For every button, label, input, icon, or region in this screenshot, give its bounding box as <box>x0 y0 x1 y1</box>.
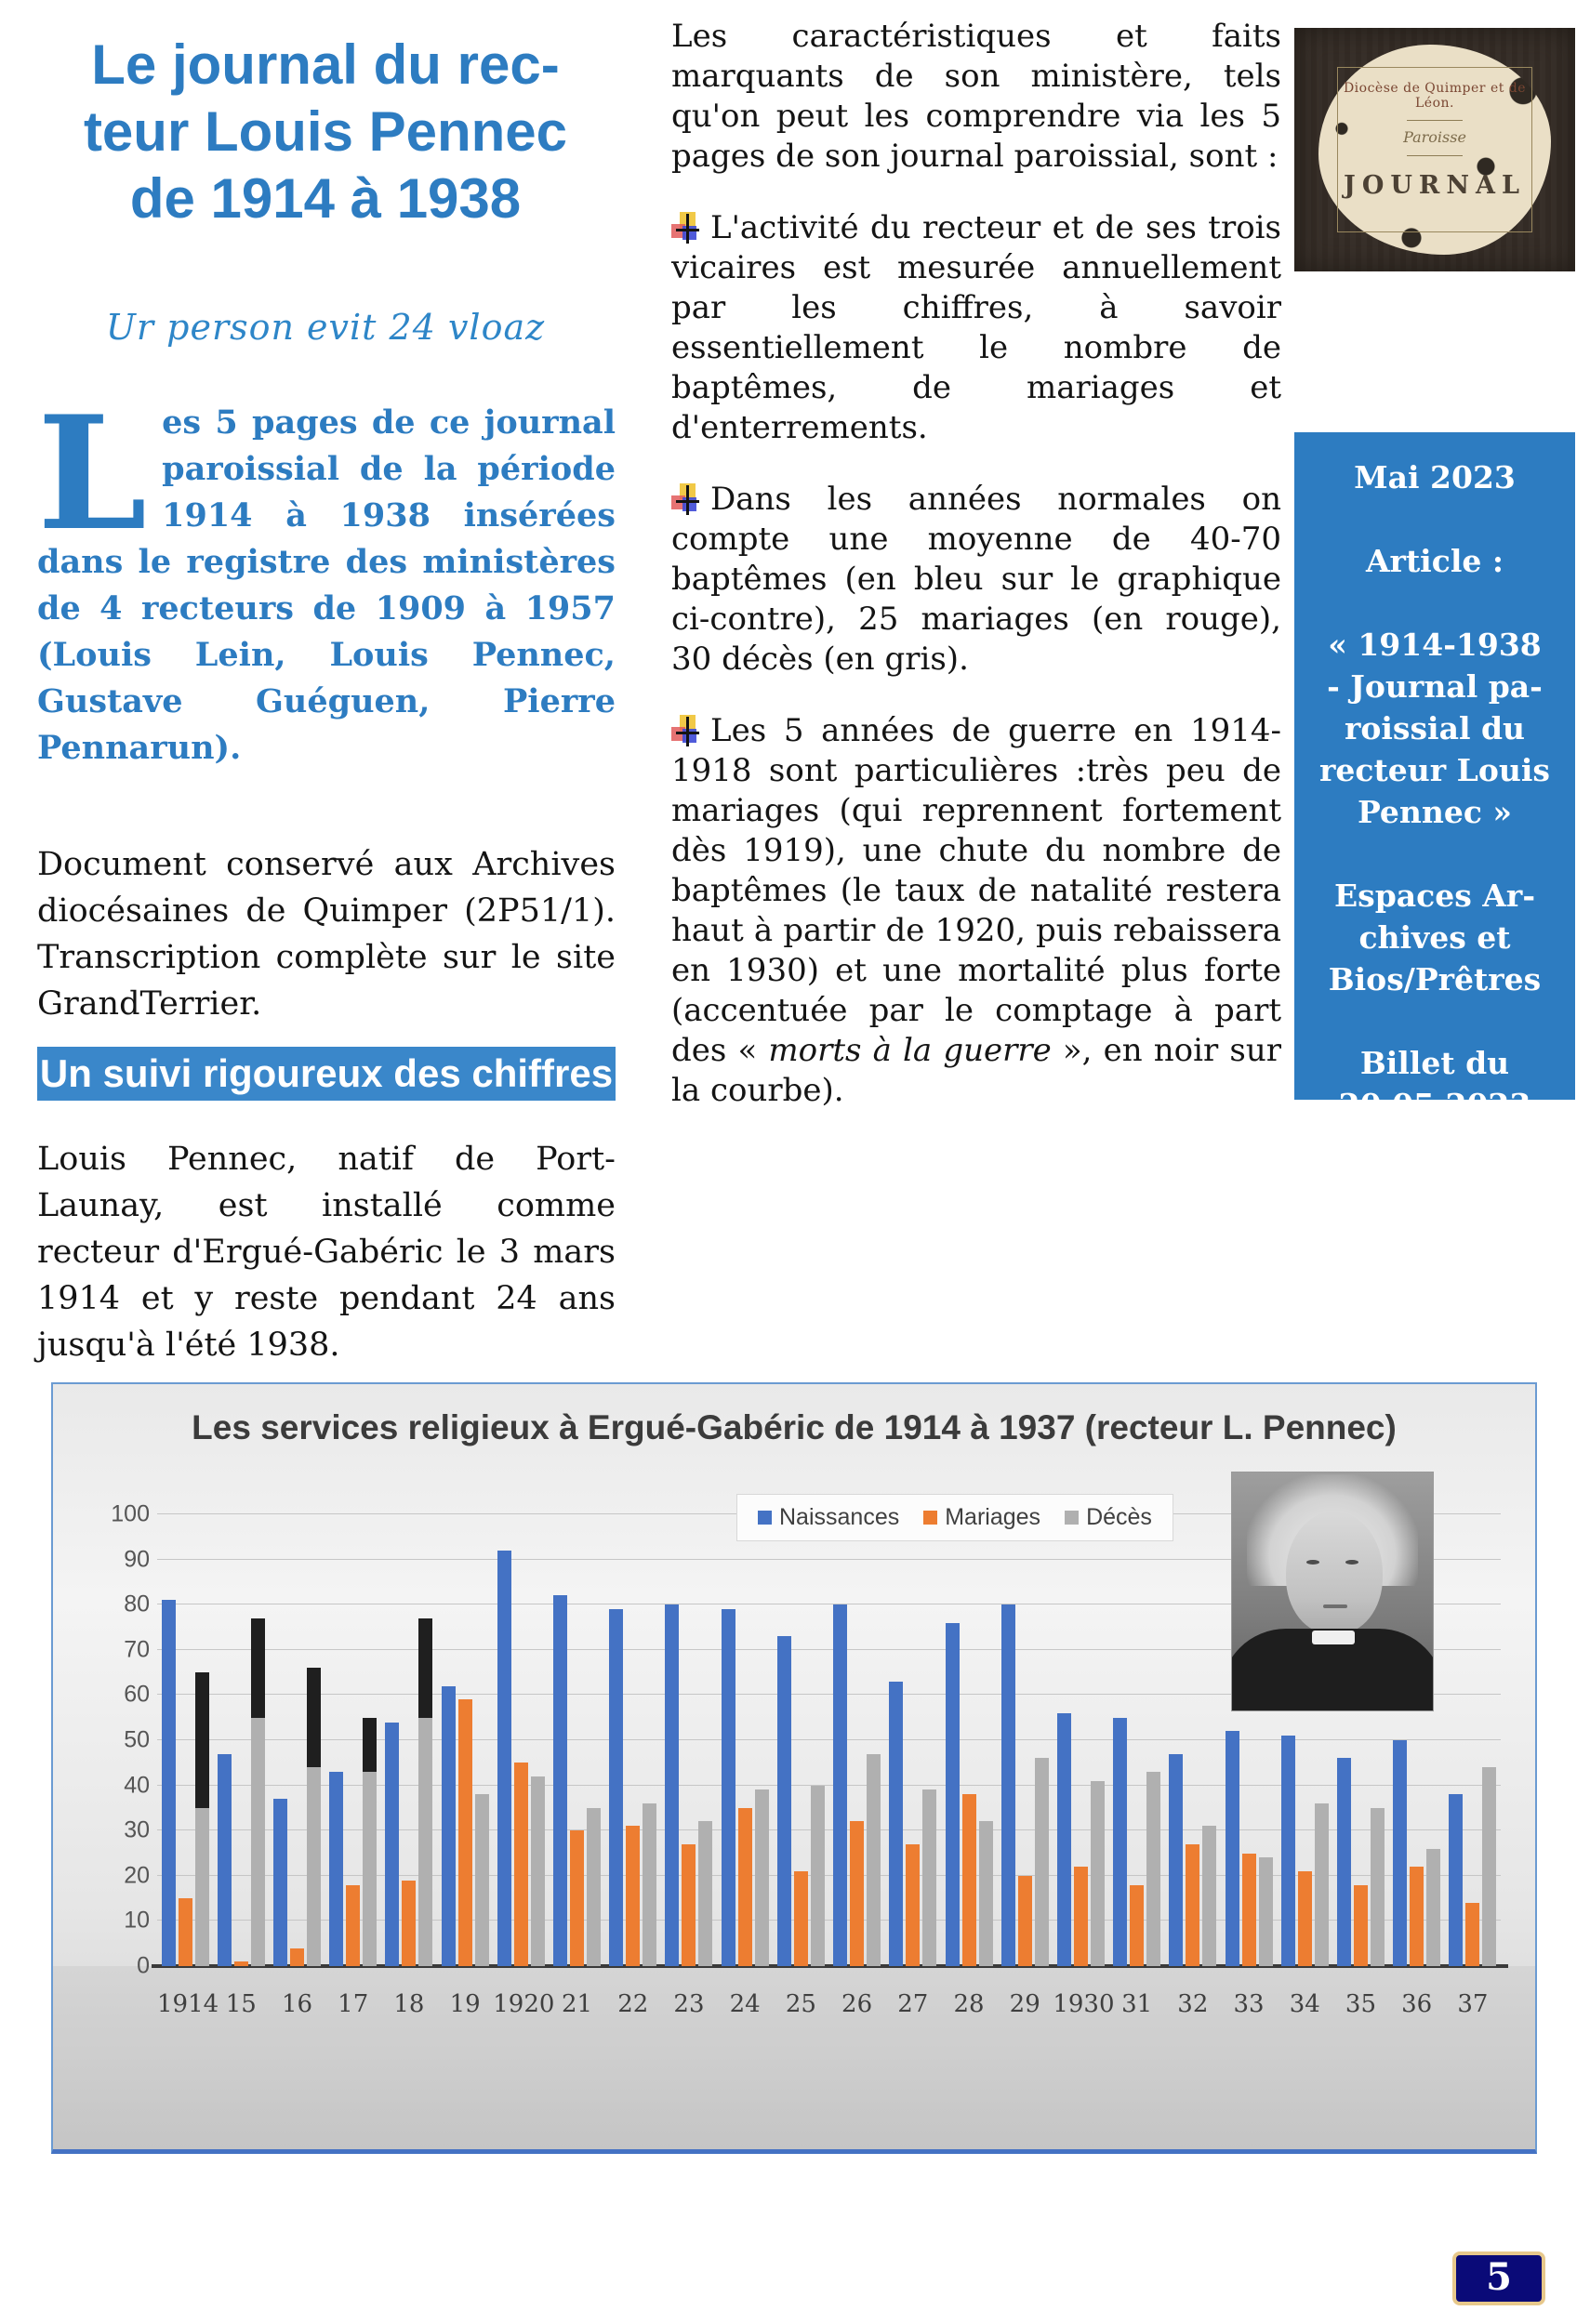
sidebar-box-paragraph <box>1294 456 1575 498</box>
bar-naissances <box>889 1682 903 1966</box>
bar-group <box>1445 1514 1501 1966</box>
title-line-2: teur Louis Pennec <box>83 100 568 163</box>
bar-mariages <box>1130 1885 1144 1966</box>
bar-group <box>437 1514 493 1966</box>
bar-group <box>1109 1514 1165 1966</box>
sidebar-box-paragraph <box>1294 1042 1575 1126</box>
bar-mariages <box>179 1898 192 1966</box>
bar-mariages <box>458 1699 472 1966</box>
y-tick-label: 90 <box>124 1546 150 1573</box>
y-tick-label: 20 <box>124 1862 150 1889</box>
journal-diocese-line: Diocèse de Quimper et de Léon. <box>1343 81 1527 111</box>
bar-mariages <box>290 1948 304 1966</box>
sidebar-box-line: roissial du <box>1344 710 1526 746</box>
legend-label: Naissances <box>779 1504 900 1530</box>
bullet-text-3-post: », en noir sur la courbe). <box>671 1032 1281 1109</box>
bar-décès <box>922 1789 936 1966</box>
bar-naissances <box>1001 1604 1015 1966</box>
bullet-text-1: L'activité du recteur et de ses trois vicaires est mesurée annuellement par les chiffres, à savoir essentiellement le nombre de baptêmes, de mariages et d'enterrements. <box>671 209 1281 446</box>
x-tick-label: 18 <box>393 1990 425 2018</box>
bar-naissances <box>1449 1794 1463 1966</box>
x-tick-label: 36 <box>1401 1990 1433 2018</box>
bar-group <box>157 1514 213 1966</box>
middle-column <box>671 17 1281 1142</box>
bar-décès <box>307 1767 321 1966</box>
bullet-item-1 <box>671 208 1281 448</box>
journal-rule <box>1407 120 1463 121</box>
legend-swatch <box>758 1511 772 1525</box>
bar-group <box>549 1514 604 1966</box>
x-tick-label: 23 <box>673 1990 705 2018</box>
bar-mariages <box>682 1844 696 1966</box>
x-tick-label: 34 <box>1289 1990 1320 2018</box>
bar-group <box>885 1514 941 1966</box>
legend-label: Décès <box>1086 1504 1152 1530</box>
x-tick-label: 15 <box>225 1990 257 2018</box>
bar-naissances <box>162 1600 176 1966</box>
bar-group <box>381 1514 437 1966</box>
bar-naissances <box>1337 1758 1351 1966</box>
left-paragraph-2: Louis Pennec, natif de Port-Launay, est installé comme recteur d'Ergué-Gabéric le 3 mars 1914 et y reste pendant 24 ans jusqu'à l'été 1938. <box>37 1141 616 1364</box>
x-tick-label: 32 <box>1177 1990 1209 2018</box>
journal-title-label: JOURNAL <box>1344 171 1526 200</box>
chart-title: Les services religieux à Ergué-Gabéric de 1914 à 1937 (recteur L. Pennec) <box>192 1408 1397 1446</box>
bar-naissances <box>1281 1736 1295 1966</box>
bar-morts-guerre <box>363 1718 377 1772</box>
sidebar-box-paragraph <box>1294 875 1575 1000</box>
bar-group <box>773 1514 828 1966</box>
bar-mariages <box>1410 1867 1424 1966</box>
bar-décès <box>867 1754 881 1966</box>
bar-group <box>997 1514 1053 1966</box>
bar-décès <box>979 1821 993 1966</box>
bar-naissances <box>665 1604 679 1966</box>
bar-mariages <box>570 1830 584 1966</box>
x-tick-label: 37 <box>1457 1990 1489 2018</box>
bar-morts-guerre <box>251 1618 265 1718</box>
bar-group <box>1053 1514 1108 1966</box>
bar-décès <box>195 1808 209 1966</box>
intro-paragraph <box>37 381 616 772</box>
sidebar-box-line: 20.05.2023 <box>1338 1087 1531 1123</box>
bar-group <box>1165 1514 1221 1966</box>
bar-décès <box>1202 1826 1216 1966</box>
bar-naissances <box>609 1609 623 1966</box>
bar-naissances <box>273 1799 287 1966</box>
bar-mariages <box>962 1794 976 1966</box>
y-tick-label: 10 <box>124 1907 150 1934</box>
x-tick-label: 1930 <box>1053 1990 1115 2018</box>
bar-mariages <box>626 1826 640 1966</box>
bar-mariages <box>1074 1867 1088 1966</box>
sidebar-box-line: « 1914-1938 <box>1328 627 1542 663</box>
bar-décès <box>1482 1767 1496 1966</box>
bullet-text-3-italic: morts à la guerre <box>768 1032 1052 1069</box>
bar-décès <box>251 1718 265 1966</box>
legend-swatch <box>1065 1511 1079 1525</box>
bar-mariages <box>514 1763 528 1966</box>
title-line-3: de 1914 à 1938 <box>129 167 522 230</box>
legend-item-naissances <box>758 1504 899 1531</box>
bullet-text-3-pre: Les 5 années de guerre en 1914-1918 sont particulières :très peu de mariages (qui reprennent fortement dès 1919), une chute du nombre de baptêmes (le taux de natalité restera haut à partir de 1920, puis rebaissera en 1930) et une mortalité plus forte (accentuée par le comptage à part des « <box>671 712 1281 1069</box>
x-tick-label: 27 <box>897 1990 929 2018</box>
x-tick-label: 1920 <box>493 1990 555 2018</box>
bar-morts-guerre <box>418 1618 432 1718</box>
bar-group <box>661 1514 717 1966</box>
x-tick-label: 21 <box>562 1990 593 2018</box>
bar-naissances <box>385 1723 399 1966</box>
bar-mariages <box>234 1961 248 1966</box>
bar-décès <box>698 1821 712 1966</box>
sidebar-article-box <box>1294 432 1575 1123</box>
rector-portrait-photo <box>1232 1472 1433 1710</box>
middle-paragraph-intro: Les caractéristiques et faits marquants de son ministère, tels qu'on peut les comprendre via les 5 pages de son journal paroissial, sont : <box>671 18 1281 175</box>
journal-paroisse-line: Paroisse <box>1403 128 1466 146</box>
bar-décès <box>811 1786 825 1966</box>
bar-décès <box>643 1803 656 1966</box>
sidebar-box-line: Mai 2023 <box>1354 459 1516 495</box>
bar-naissances <box>1057 1713 1071 1966</box>
y-tick-label: 100 <box>111 1500 150 1527</box>
bar-morts-guerre <box>195 1672 209 1808</box>
section-heading: Un suivi rigoureux des chiffres <box>37 1047 616 1101</box>
bar-group <box>213 1514 269 1966</box>
bar-mariages <box>346 1885 360 1966</box>
bar-group <box>325 1514 381 1966</box>
bar-group <box>941 1514 997 1966</box>
bar-naissances <box>1113 1718 1127 1966</box>
bar-mariages <box>1354 1885 1368 1966</box>
sidebar-box-paragraph <box>1294 624 1575 833</box>
bar-décès <box>755 1789 769 1966</box>
portrait-eye <box>1345 1560 1358 1565</box>
legend-item-mariages <box>923 1504 1040 1531</box>
x-tick-label: 16 <box>281 1990 313 2018</box>
x-tick-label: 22 <box>617 1990 649 2018</box>
y-tick-label: 0 <box>137 1952 150 1979</box>
bar-naissances <box>218 1754 232 1966</box>
x-tick-label: 35 <box>1345 1990 1377 2018</box>
document-paragraph: Document conservé aux Archives diocésaines de Quimper (2P51/1). Transcription complète sur le site GrandTerrier. <box>37 846 616 1023</box>
bar-décès <box>1426 1849 1440 1966</box>
bar-décès <box>475 1794 489 1966</box>
bar-décès <box>531 1776 545 1966</box>
portrait-clerical-collar <box>1312 1631 1355 1644</box>
sidebar-box-line: Espaces Ar- <box>1333 878 1536 914</box>
sidebar-box-line: Bios/Prêtres <box>1328 961 1542 997</box>
bar-mariages <box>794 1871 808 1966</box>
bar-mariages <box>402 1881 416 1966</box>
y-tick-label: 30 <box>124 1816 150 1843</box>
chart-y-axis-labels <box>90 1500 150 1979</box>
services-chart <box>51 1382 1537 2154</box>
bar-décès <box>1035 1758 1049 1966</box>
dropcap-letter: L <box>37 381 148 565</box>
bullet-text-2: Dans les années normales on compte une moyenne de 40-70 baptêmes (en bleu sur le graphique ci-contre), 25 mariages (en rouge), 30 décès (en gris). <box>671 481 1281 678</box>
x-tick-label: 19 <box>449 1990 481 2018</box>
sidebar-box-line: chives et <box>1358 919 1511 956</box>
bar-mariages <box>850 1821 864 1966</box>
legend-item-décès <box>1065 1504 1152 1531</box>
cross-bullet-icon <box>671 483 703 517</box>
portrait-face <box>1286 1512 1383 1634</box>
y-tick-label: 60 <box>124 1681 150 1708</box>
cross-bullet-icon <box>671 715 703 748</box>
bar-group <box>829 1514 885 1966</box>
bar-décès <box>1146 1772 1160 1966</box>
legend-label: Mariages <box>945 1504 1041 1530</box>
chart-x-axis-labels <box>157 1990 1501 2027</box>
y-tick-label: 40 <box>124 1772 150 1799</box>
bar-naissances <box>1393 1740 1407 1966</box>
bullet-item-2 <box>671 480 1281 680</box>
bullet-item-3 <box>671 711 1281 1111</box>
bar-décès <box>418 1718 432 1966</box>
chart-legend <box>736 1494 1173 1541</box>
bar-naissances <box>553 1595 567 1966</box>
y-tick-label: 70 <box>124 1636 150 1663</box>
bar-group <box>717 1514 773 1966</box>
bar-décès <box>1259 1857 1273 1966</box>
x-tick-label: 28 <box>953 1990 985 2018</box>
x-tick-label: 31 <box>1121 1990 1153 2018</box>
bar-mariages <box>1186 1844 1199 1966</box>
bar-mariages <box>1018 1876 1032 1966</box>
bar-mariages <box>906 1844 920 1966</box>
y-tick-label: 50 <box>124 1726 150 1753</box>
bar-naissances <box>442 1686 456 1966</box>
bar-group <box>493 1514 549 1966</box>
bar-naissances <box>1226 1731 1239 1966</box>
x-tick-label: 33 <box>1233 1990 1265 2018</box>
page-subtitle: Ur person evit 24 vloaz <box>105 307 546 348</box>
portrait-mouth <box>1323 1604 1347 1608</box>
bar-décès <box>1371 1808 1385 1966</box>
bar-naissances <box>833 1604 847 1966</box>
bar-naissances <box>1169 1754 1183 1966</box>
page-number-badge: 5 <box>1452 2251 1545 2305</box>
journal-cover-image <box>1294 28 1575 271</box>
journal-paper-blob <box>1318 45 1551 255</box>
sidebar-box-line: Billet du <box>1359 1045 1510 1081</box>
y-tick-label: 80 <box>124 1591 150 1618</box>
bar-mariages <box>1298 1871 1312 1966</box>
bar-décès <box>1315 1803 1329 1966</box>
bar-group <box>605 1514 661 1966</box>
bar-mariages <box>1465 1903 1479 1966</box>
bar-décès <box>1091 1781 1105 1966</box>
x-tick-label: 17 <box>338 1990 369 2018</box>
sidebar-box-line: Pennec » <box>1357 794 1513 830</box>
page-title <box>37 32 614 232</box>
bar-naissances <box>497 1551 511 1966</box>
bar-naissances <box>946 1623 960 1966</box>
bar-naissances <box>722 1609 735 1966</box>
x-tick-label: 26 <box>841 1990 873 2018</box>
legend-swatch <box>923 1511 937 1525</box>
title-line-1: Le journal du rec- <box>91 33 560 96</box>
sidebar-box-line: Article : <box>1365 543 1504 579</box>
bar-mariages <box>738 1808 752 1966</box>
cross-bullet-icon <box>671 212 703 245</box>
sidebar-box-paragraph <box>1294 540 1575 582</box>
journal-paper-frame <box>1337 67 1532 232</box>
x-tick-label: 29 <box>1009 1990 1040 2018</box>
portrait-eye <box>1306 1560 1319 1565</box>
bar-naissances <box>777 1636 791 1966</box>
x-tick-label: 24 <box>729 1990 761 2018</box>
x-tick-label: 25 <box>785 1990 816 2018</box>
bar-décès <box>587 1808 601 1966</box>
bar-group <box>269 1514 325 1966</box>
sidebar-box-line: - Journal pa- <box>1327 668 1543 705</box>
intro-text: es 5 pages de ce journal paroissial de la période 1914 à 1938 insérées dans le registre des ministères de 4 recteurs de 1909 à 1957 (Louis Lein, Louis Pennec, Gustave Guéguen, Pierre Pennarun). <box>37 403 616 767</box>
journal-rule <box>1407 155 1463 156</box>
sidebar-box-line: recteur Louis <box>1319 752 1550 788</box>
bar-morts-guerre <box>307 1668 321 1767</box>
bar-mariages <box>1242 1854 1256 1967</box>
bar-naissances <box>329 1772 343 1966</box>
bar-décès <box>363 1772 377 1966</box>
x-tick-label: 1914 <box>157 1990 219 2018</box>
